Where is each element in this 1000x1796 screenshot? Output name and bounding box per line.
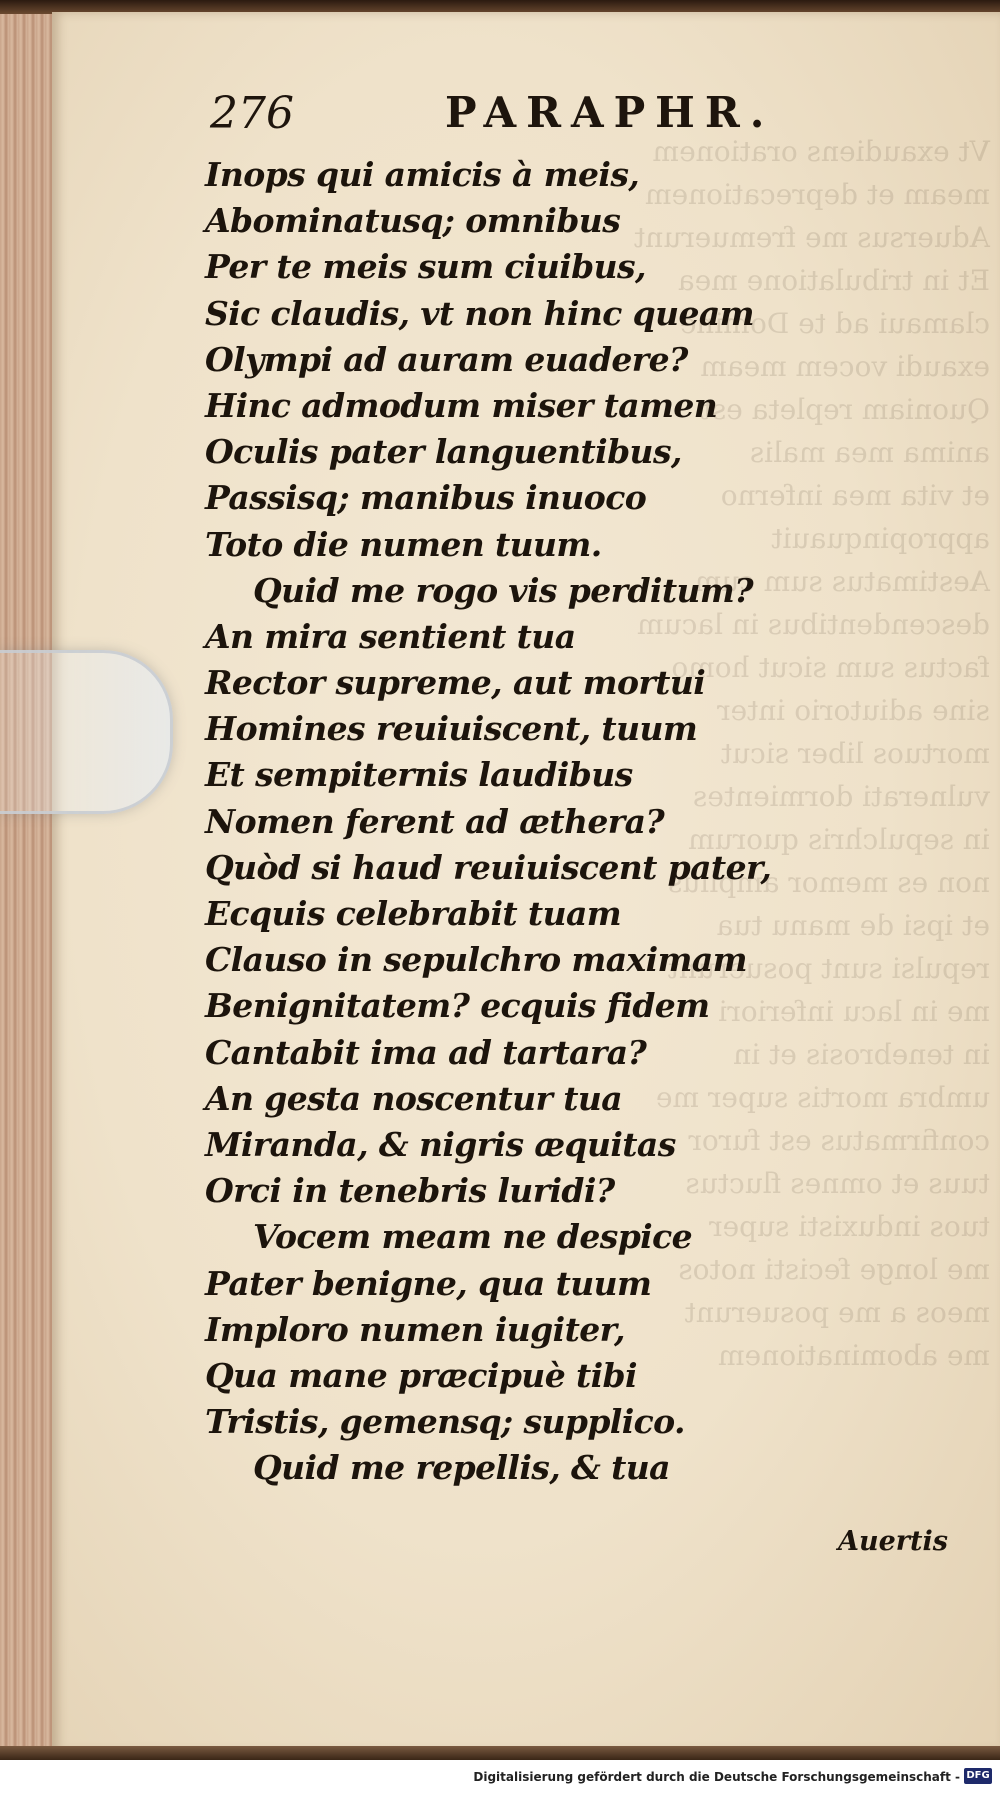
page-clip bbox=[0, 650, 173, 814]
verse-line: Nomen ferent ad æthera? bbox=[205, 801, 665, 841]
book-bottom-edge bbox=[0, 1746, 1000, 1760]
verse-line: Imploro numen iugiter, bbox=[205, 1309, 625, 1349]
verse-line: An mira sentient tua bbox=[205, 616, 576, 656]
verse-line: Abominatusq; omnibus bbox=[205, 201, 621, 241]
footer-credit: Digitalisierung gefördert durch die Deutsche Forschungsgemeinschaft - bbox=[473, 1770, 960, 1784]
verse-line: Cantabit ima ad tartara? bbox=[205, 1032, 647, 1072]
verse-line: Inops qui amicis à meis, bbox=[205, 155, 640, 194]
running-title: PARAPHR. bbox=[445, 88, 775, 137]
verse-line: Passisq; manibus inuoco bbox=[205, 478, 647, 518]
verse-line: Tristis, gemensq; supplico. bbox=[205, 1402, 685, 1442]
verse-text bbox=[205, 152, 772, 1491]
verse-line: Miranda, & nigris æquitas bbox=[205, 1124, 676, 1164]
verse-line: Quid me repellis, & tua bbox=[253, 1448, 670, 1488]
show-through-text: Vt exaudiens orationem meam et deprecationem Aduersus me fremuerunt Et in tribulatione mea clamaui ad te Domine exaudi vocem meam Quoniam repleta est anima mea malis et vita mea inferno appropinquauit Aestimatus sum cum descendentibus in lacum factus sum sicut homo sine adiutorio inter mortuos liber sicut vulnerati dormientes in sepulchris quorum non es memor amplius et ipsi de manu tua repulsi sunt posuerunt me in lacu inferiori in tenebrosis et in umbra mortis super me confirmatus est furor tuus et omnes fluctus tuos induxisti super me longe fecisti notos meos a me posuerunt me abominationem bbox=[633, 135, 990, 1372]
verse-line: Et sempiternis laudibus bbox=[205, 755, 633, 795]
verse-line: An gesta noscentur tua bbox=[205, 1078, 623, 1118]
verse-line: Quid me rogo vis perditum? bbox=[253, 570, 753, 610]
verse-line: Oculis pater languentibus, bbox=[205, 432, 682, 472]
verse-line: Hinc admodum miser tamen bbox=[205, 385, 718, 425]
verse-line: Olympi ad auram euadere? bbox=[205, 339, 688, 379]
verse-line: Sic claudis, vt non hinc queam bbox=[205, 293, 754, 333]
page-number: 276 bbox=[210, 88, 294, 139]
verse-line: Rector supreme, aut mortui bbox=[205, 663, 706, 703]
catchword: Auertis bbox=[838, 1526, 948, 1557]
dfg-logo: DFG bbox=[964, 1768, 992, 1784]
verse-line: Pater benigne, qua tuum bbox=[205, 1263, 652, 1303]
verse-line: Quòd si haud reuiuiscent pater, bbox=[205, 847, 772, 887]
book-page-edges bbox=[0, 14, 58, 1754]
verse-line: Benignitatem? ecquis fidem bbox=[205, 986, 710, 1026]
footer bbox=[0, 1760, 1000, 1796]
verse-line: Toto die numen tuum. bbox=[205, 524, 602, 564]
page-header bbox=[210, 88, 810, 148]
verse-line: Homines reuiuiscent, tuum bbox=[205, 709, 698, 749]
verse-line: Clauso in sepulchro maximam bbox=[205, 940, 747, 980]
verse-line: Per te meis sum ciuibus, bbox=[205, 247, 646, 287]
verse-line: Vocem meam ne despice bbox=[253, 1217, 693, 1257]
verse-line: Ecquis celebrabit tuam bbox=[205, 894, 622, 933]
verse-line: Qua mane præcipuè tibi bbox=[205, 1355, 637, 1395]
verse-line: Orci in tenebris luridi? bbox=[205, 1171, 615, 1211]
